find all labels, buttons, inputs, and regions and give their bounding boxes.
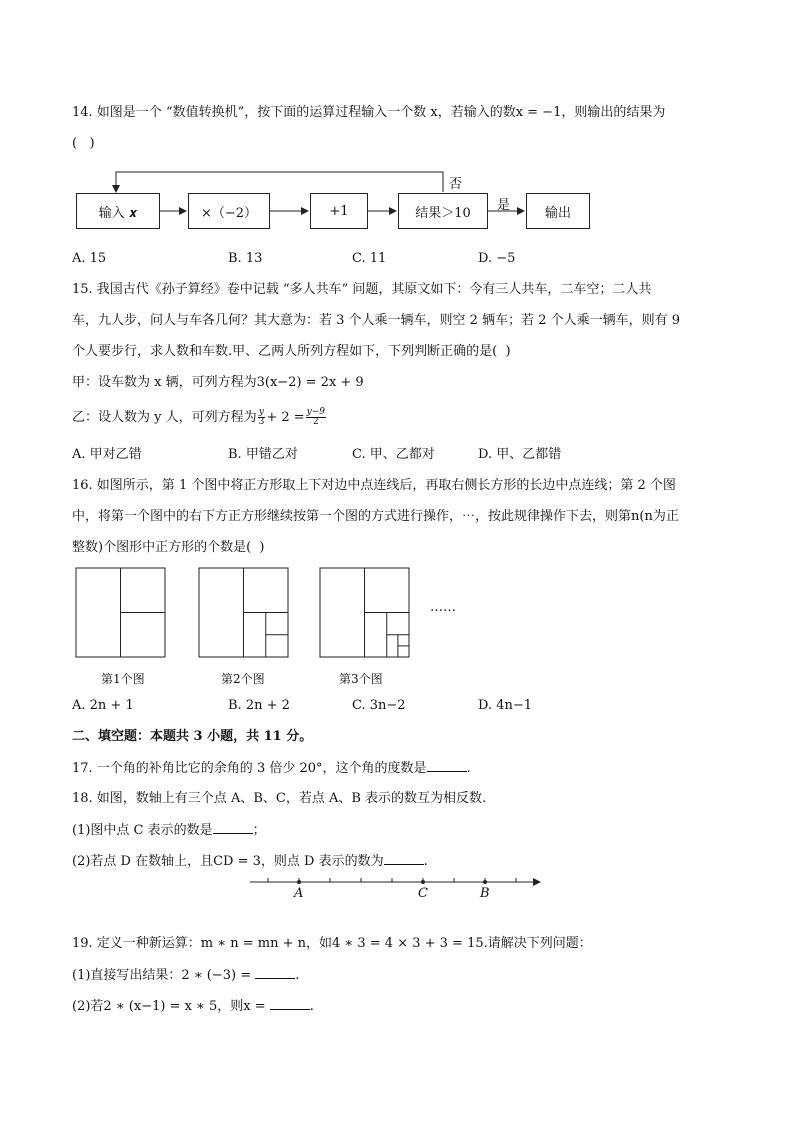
q17-end: . [466,761,471,776]
q15-option-a: A. 甲对乙错 [72,447,142,462]
q15-yi-mid: + 2 = [266,410,305,425]
q15-line2: 车，九人步，问人与车各几何？其大意为：若 3 个人乘一辆车，则空 2 辆车；若 2 个人乘一辆车，则有 9 [72,313,681,328]
q14-option-a: A. 15 [72,251,107,266]
q15-jia [72,374,364,392]
q18-text: 18. 如图，数轴上有三个点 A、B、C，若点 A、B 表示的数互为相反数. [72,791,487,806]
q17 [72,759,471,778]
arrow-feedback-loop [116,172,443,192]
q14-option-b: B. 13 [228,251,263,266]
answer-blank [427,759,467,772]
answer-blank [384,852,424,865]
q15-yi-frac2 [306,408,326,427]
point-b-label: B [480,886,490,901]
q16-caption-1: 第1个图 [101,672,145,686]
q19-sub2-text: (2)若2 ∗ (x−1) = x ∗ 5，则x = [72,999,266,1014]
point-a-dot [297,880,301,884]
flow-multiply-box: ×（−2） [188,193,270,229]
q19-sub2 [72,997,314,1016]
q15-option-c: C. 甲、乙都对 [352,447,435,462]
q15-option-d: D. 甲、乙都错 [478,447,562,462]
q15-yi-frac1 [258,408,266,427]
q15-yi-frac1-num: y [258,407,265,417]
q16-line2: 中，将第一个图中的右下方正方形继续按第一个图的方式进行操作，⋯，按此规律操作下去，则第n(n为正 [72,509,679,524]
flow-output-box: 输出 [526,193,590,229]
q18-sub1-end: ； [252,823,266,838]
q15-line1: 15. 我国古代《孙子算经》卷中记载 “多人共车” 问题，其原文如下：今有三人共车，二车空；二人共 [72,282,652,297]
q18-sub2 [72,852,428,871]
q16-line1: 16. 如图所示，第 1 个图中将正方形取上下对边中点连线后，再取右侧长方形的长边中点连线；第 2 个图 [72,478,676,493]
q15-yi-frac2-num: y−9 [306,407,326,417]
flow-compare-box: 结果＞10 [398,193,488,229]
q15-yi [72,408,327,427]
flow-add-box: +1 [310,193,368,229]
q14-paren: ( ) [72,136,95,151]
point-a-label: A [294,886,304,901]
figure-3 [320,568,409,657]
q14-option-c: C. 11 [352,251,387,266]
flow-input-box: 输入 𝒙 [76,193,160,229]
point-c-label: C [418,886,428,901]
q16-line3: 整数)个图形中正方形的个数是( ) [72,540,265,555]
q16-option-c: C. 3n−2 [352,698,406,713]
figure-1 [76,568,165,657]
figure-2 [199,568,288,657]
q16-caption-3: 第3个图 [339,672,383,686]
point-c-dot [421,880,425,884]
q15-option-b: B. 甲错乙对 [228,447,298,462]
q15-yi-frac2-den: 2 [312,417,319,427]
section-title: 二、填空题：本题共 3 小题，共 11 分。 [72,729,313,744]
flow-no-label: 否 [449,177,463,192]
number-line [0,870,794,910]
q19-sub1-text: (1)直接写出结果：2 ∗ (−3) = [72,968,252,983]
q18-sub2-end: . [423,854,428,869]
q15-yi-prefix: 乙：设人数为 y 人，可列方程为 [72,410,257,425]
q16-option-a: A. 2n + 1 [72,698,134,713]
q16-caption-2: 第2个图 [221,672,265,686]
q15-jia-prefix: 甲：设车数为 x 辆，可列方程为 [72,375,257,390]
flow-yes-label: 是 [497,198,511,213]
answer-blank [213,821,253,834]
q16-option-b: B. 2n + 2 [228,698,290,713]
q16-figures [0,560,794,670]
q19-sub2-end: . [309,999,314,1014]
q16-option-d: D. 4n−1 [478,698,533,713]
q18-sub2-text: (2)若点 D 在数轴上，且CD = 3，则点 D 表示的数为 [72,854,384,869]
q14-text: 14. 如图是一个 “数值转换机”，按下面的运算过程输入一个数 x，若输入的数x = −1，则输出的结果为 [72,105,666,120]
point-b-dot [483,880,487,884]
q15-jia-equation: 3(x−2) = 2x + 9 [256,375,364,390]
q19-sub1-end: . [295,968,300,983]
answer-blank [255,966,295,979]
answer-blank [270,997,310,1010]
q15-line3: 个人要步行，求人数和车数.甲、乙两人所列方程如下，下列判断正确的是( ) [72,344,511,359]
q18-sub1-text: (1)图中点 C 表示的数是 [72,823,213,838]
q15-yi-frac1-den: 3 [258,417,265,427]
q14-option-d: D. −5 [478,251,516,266]
q16-ellipsis: …… [430,600,456,615]
q19-text: 19. 定义一种新运算：m ∗ n = mn + n，如4 ∗ 3 = 4 × 3 + 3 = 15.请解决下列问题： [72,936,592,951]
q18-sub1 [72,821,266,840]
q19-sub1 [72,966,299,985]
q17-text: 17. 一个角的补角比它的余角的 3 倍少 20°，这个角的度数是 [72,761,427,776]
